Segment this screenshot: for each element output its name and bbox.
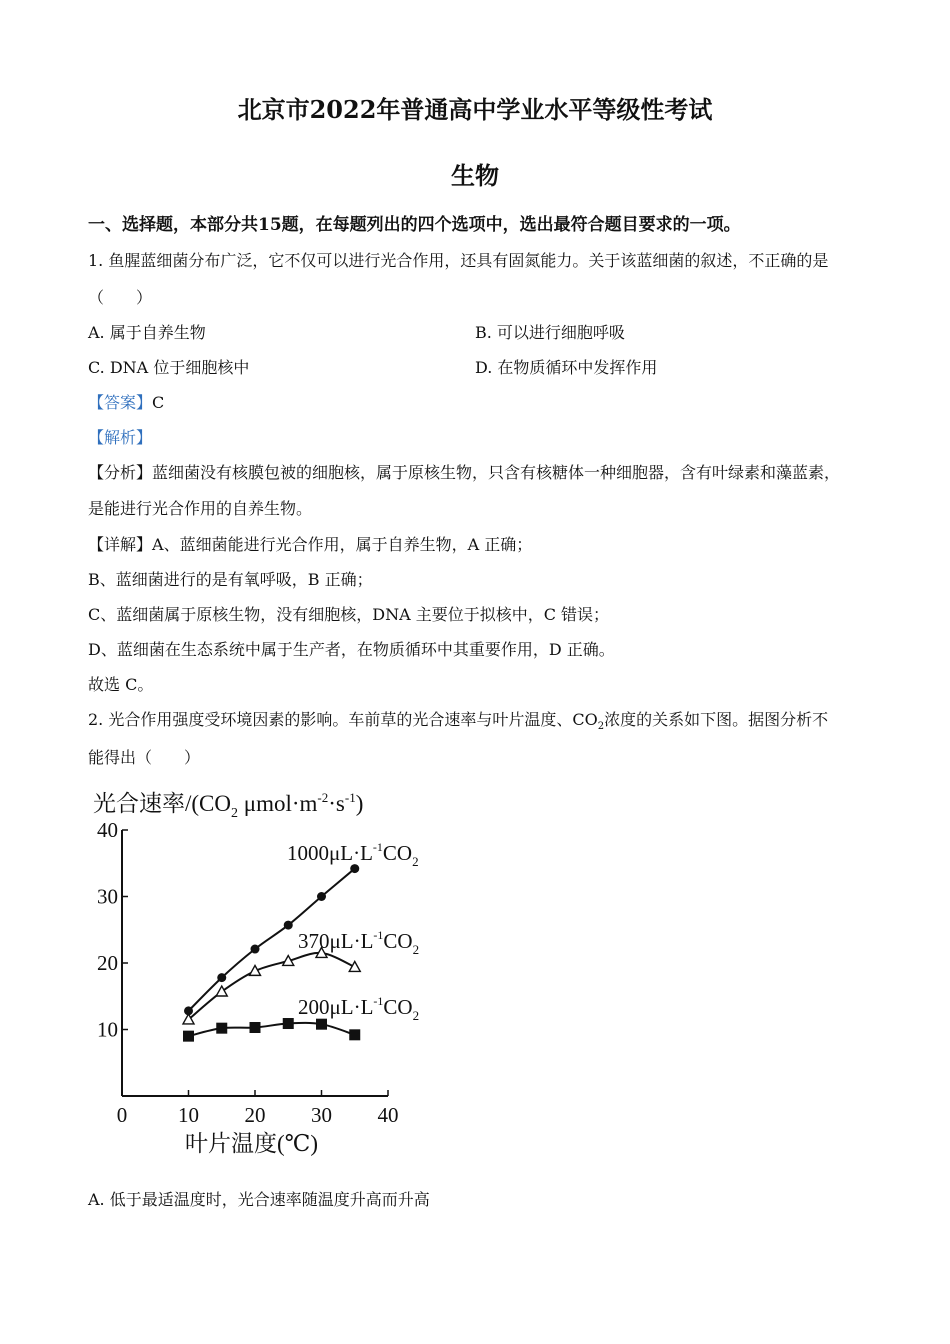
y-tick-label: 40 xyxy=(97,818,118,842)
q1-option-a: A. 属于自养生物 xyxy=(88,323,206,342)
data-point-square xyxy=(349,1029,360,1040)
data-point-square xyxy=(216,1023,227,1034)
data-point-circle xyxy=(284,921,293,930)
q1-option-c: C. DNA 位于细胞核中 xyxy=(88,358,250,377)
data-point-square xyxy=(250,1022,261,1033)
analysis-line1 xyxy=(88,460,840,483)
data-point-circle xyxy=(350,864,359,873)
exam-title: 北京市2022年普通高中学业水平等级性考试 xyxy=(237,95,713,124)
data-point-triangle xyxy=(349,961,360,971)
detail-line-c: C、蓝细菌属于原核生物，没有细胞核，DNA 主要位于拟核中，C 错误； xyxy=(88,605,610,624)
x-tick-label: 40 xyxy=(377,1103,399,1127)
y-tick-label: 20 xyxy=(97,951,118,975)
q1-stem-line1: 1. 鱼腥蓝细菌分布广泛，它不仅可以进行光合作用，还具有固氮能力。关于该蓝细菌的叙述，不正确的是 xyxy=(88,251,829,270)
series-label-2: $370\mu L\cdot L^{-1}CO_2$ xyxy=(298,928,420,957)
detail-tag: 【详解】 xyxy=(88,535,153,554)
data-point-triangle xyxy=(216,986,227,996)
q2-stem-line1 xyxy=(88,707,828,732)
detail-line-a xyxy=(88,532,532,555)
q2-option-a: A. 低于最适温度时，光合速率随温度升高而升高 xyxy=(88,1190,430,1209)
series-line-3 xyxy=(189,1023,355,1036)
photosynthesis-chart xyxy=(88,785,468,1165)
conclusion: 故选 C。 xyxy=(88,675,154,694)
subject-title: 生物 xyxy=(451,161,499,190)
section-heading: 一、选择题，本部分共15题，在每题列出的四个选项中，选出最符合题目要求的一项。 xyxy=(88,215,741,235)
analysis-line2: 是能进行光合作用的自养生物。 xyxy=(88,499,313,518)
q1-answer-line xyxy=(88,390,164,413)
x-axis-label: 叶片温度(℃) xyxy=(185,1131,319,1156)
analysis-tag: 【分析】 xyxy=(88,463,153,482)
x-tick-label: 30 xyxy=(311,1103,332,1127)
answer-tag: 【答案】 xyxy=(88,393,153,412)
detail-line-b: B、蓝细菌进行的是有氧呼吸，B 正确； xyxy=(88,570,373,589)
x-tick-label: 10 xyxy=(178,1103,199,1127)
x-tick-label: 0 xyxy=(116,1103,128,1127)
y-axis-label: 光合速率$/(CO_2$ $\mu mol\cdot m^{-2}\cdot s^{-1}$) xyxy=(93,790,364,821)
data-point-square xyxy=(283,1018,294,1029)
series-label-1: $1000\mu L\cdot L^{-1}CO_2$ xyxy=(287,840,419,869)
y-tick-label: 30 xyxy=(97,884,118,909)
q2-stem-post: 浓度的关系如下图。据图分析不 xyxy=(604,710,829,729)
q1-option-b: B. 可以进行细胞呼吸 xyxy=(475,323,625,342)
series-label-3: $200\mu L\cdot L^{-1}CO_2$ xyxy=(298,994,420,1023)
data-point-circle xyxy=(251,945,260,954)
q1-option-d: D. 在物质循环中发挥作用 xyxy=(475,358,658,377)
answer-value: C xyxy=(152,393,165,412)
q2-stem-sub: 2 xyxy=(597,721,605,733)
data-point-square xyxy=(183,1031,194,1042)
q1-stem-line2: （ ） xyxy=(88,288,153,307)
detail-text-a: A、蓝细菌能进行光合作用，属于自养生物，A 正确； xyxy=(152,535,533,554)
data-point-square xyxy=(316,1019,327,1030)
q2-stem-line2: 能得出（ ） xyxy=(88,748,201,767)
q2-stem-pre: 2. 光合作用强度受环境因素的影响。车前草的光合速率与叶片温度、CO xyxy=(88,710,598,729)
data-point-circle xyxy=(217,973,226,982)
jiexi-tag: 【解析】 xyxy=(88,428,153,447)
data-point-circle xyxy=(317,892,326,901)
detail-line-d: D、蓝细菌在生态系统中属于生产者，在物质循环中其重要作用，D 正确。 xyxy=(88,640,615,659)
y-tick-label: 10 xyxy=(97,1017,118,1042)
x-tick-label: 20 xyxy=(244,1103,266,1127)
analysis-text-1: 蓝细菌没有核膜包被的细胞核，属于原核生物，只含有核糖体一种细胞器，含有叶绿素和藻蓝素， xyxy=(152,463,841,482)
